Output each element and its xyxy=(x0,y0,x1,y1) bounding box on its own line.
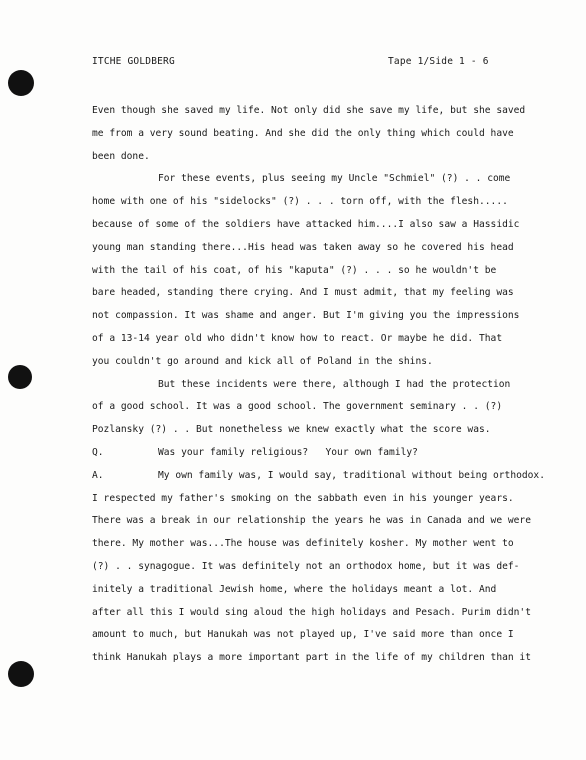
text-line: think Hanukah plays a more important part in the life of my children than it xyxy=(92,652,531,664)
text-line: I respected my father's smoking on the sabbath even in his younger years. xyxy=(92,492,514,504)
answer-text: My own family was, I would say, traditional without being orthodox. xyxy=(158,469,545,481)
question-text: Was your family religious? Your own family? xyxy=(158,446,418,458)
text-line: not compassion. It was shame and anger. But I'm giving you the impressions xyxy=(92,310,520,322)
question-tag: Q. xyxy=(92,446,104,458)
paragraph-start-line: But these incidents were there, although I had the protection xyxy=(158,378,511,390)
text-line: bare headed, standing there crying. And I must admit, that my feeling was xyxy=(92,287,514,299)
text-line: young man standing there...His head was taken away so he covered his head xyxy=(92,241,514,253)
tape-side-page: Tape 1/Side 1 - 6 xyxy=(388,56,489,67)
text-line: Pozlansky (?) . . But nonetheless we knew exactly what the score was. xyxy=(92,424,491,436)
punch-hole-middle xyxy=(8,365,32,389)
page-header xyxy=(92,56,492,72)
text-line: There was a break in our relationship the years he was in Canada and we were xyxy=(92,515,531,527)
text-line: home with one of his "sidelocks" (?) . . . torn off, with the flesh..... xyxy=(92,196,508,208)
punch-hole-top xyxy=(8,70,34,96)
paragraph-start-line: For these events, plus seeing my Uncle "Schmiel" (?) . . come xyxy=(158,173,511,185)
punch-hole-bottom xyxy=(8,661,34,687)
text-line: after all this I would sing aloud the high holidays and Pesach. Purim didn't xyxy=(92,606,531,618)
question-line xyxy=(92,442,562,465)
answer-tag: A. xyxy=(92,469,104,481)
text-line: (?) . . synagogue. It was definitely not an orthodox home, but it was def- xyxy=(92,560,520,572)
text-line: initely a traditional Jewish home, where the holidays meant a lot. And xyxy=(92,583,497,595)
answer-line xyxy=(92,465,562,488)
text-line: you couldn't go around and kick all of Poland in the shins. xyxy=(92,355,433,367)
text-line: amount to much, but Hanukah was not played up, I've said more than once I xyxy=(92,629,514,641)
text-line: been done. xyxy=(92,150,150,162)
text-line: because of some of the soldiers have attacked him....I also saw a Hassidic xyxy=(92,218,520,230)
text-line: Even though she saved my life. Not only did she save my life, but she saved xyxy=(92,105,526,116)
interviewee-name: ITCHE GOLDBERG xyxy=(92,56,175,67)
text-line: there. My mother was...The house was definitely kosher. My mother went to xyxy=(92,538,514,550)
text-line: of a good school. It was a good school. The government seminary . . (?) xyxy=(92,401,503,413)
text-line: me from a very sound beating. And she did the only thing which could have xyxy=(92,127,514,139)
text-line: of a 13-14 year old who didn't know how to react. Or maybe he did. That xyxy=(92,332,503,344)
transcript-body xyxy=(92,100,562,670)
text-line: with the tail of his coat, of his "kaputa" (?) . . . so he wouldn't be xyxy=(92,264,497,276)
